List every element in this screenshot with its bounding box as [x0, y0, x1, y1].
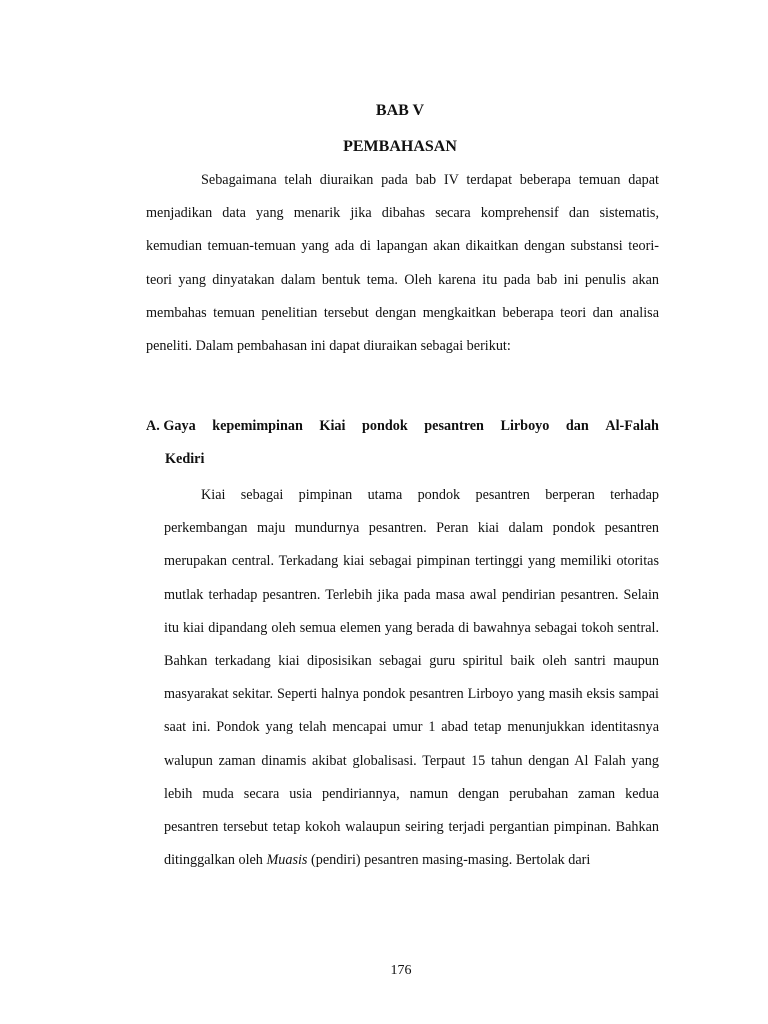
heading-word: pesantren [424, 418, 484, 434]
body-text: Kiai sebagai pimpinan utama pondok pesantren berperan terhadap perkembangan maju mundurnya pesantren. Peran kiai dalam pondok pesantren merupakan central. Terkadang kiai sebagai pimpinan tertinggi yang memiliki otoritas mutlak terhadap pesantren. Terlebih jika pada masa awal pendirian pesantren. Selain itu kiai dipandang oleh semua elemen yang berada di bawahnya sebagai tokoh sentral. Bahkan terkadang kiai diposisikan sebagai guru spiritul baik oleh santri maupun masyarakat sekitar. Seperti halnya pondok pesantren Lirboyo yang masih eksis sampai saat ini. Pondok yang telah mencapai umur 1 abad tetap menunjukkan identitasnya walupun zaman dinamis akibat globalisasi. Terpaut 15 tahun dengan Al Falah yang lebih muda secara usia pendiriannya, namun dengan perubahan zaman kedua pesantren tersebut tetap kokoh walaupun seiring terjadi pergantian pimpinan. Bahkan ditinggalkan oleh [164, 487, 659, 869]
heading-word: Al-Falah [605, 418, 659, 434]
section-a-heading [146, 410, 659, 476]
page-number: 176 [390, 963, 412, 978]
heading-word: A. Gaya [146, 418, 196, 434]
chapter-title: PEMBAHASAN [343, 138, 457, 155]
heading-word: pondok [361, 418, 408, 434]
section-a-heading-line1 [146, 410, 659, 443]
body-italic-term: Muasis [266, 852, 308, 869]
body-text-continued: (pendiri) pesantren masing-masing. Bertolak dari [311, 852, 591, 869]
heading-word: kepemimpinan [212, 418, 303, 434]
section-a-body [164, 479, 659, 877]
section-a-heading-line2: Kediri [165, 451, 205, 468]
heading-word: Kiai [319, 418, 346, 434]
chapter-number: BAB V [375, 102, 425, 119]
intro-paragraph: Sebagaimana telah diuraikan pada bab IV terdapat beberapa temuan dapat menjadikan data yang menarik jika dibahas secara komprehensif dan sistematis, kemudian temuan-temuan yang ada di lapangan akan dikaitkan dengan substansi teori-teori yang dinyatakan dalam bentuk tema. Oleh karena itu pada bab ini penulis akan membahas temuan penelitian tersebut dengan mengkaitkan beberapa teori dan analisa peneliti. Dalam pembahasan ini dapat diuraikan sebagai berikut: [146, 172, 659, 355]
heading-word: Lirboyo [500, 418, 550, 434]
heading-word: dan [565, 418, 589, 434]
